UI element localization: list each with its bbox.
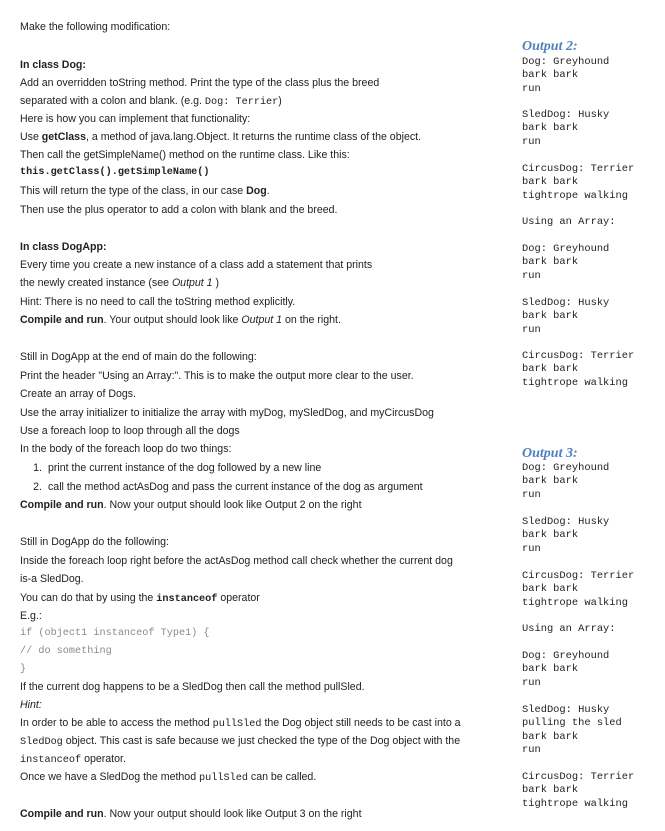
step3-line-3: is-a SledDog. <box>20 573 84 585</box>
dogapp-line-4: Compile and run. Your output should look like Output 1 on the right. <box>20 314 341 326</box>
step3-line-1: Still in DogApp do the following: <box>20 536 169 548</box>
step3-line-6: If the current dog happens to be a SledDog then call the method pullSled. <box>20 681 365 693</box>
dogapp-line-1: Every time you create a new instance of a class add a statement that prints <box>20 259 373 271</box>
output2-title: Output 2: <box>522 39 578 54</box>
step2-line-2: Print the header "Using an Array:". This is to make the output more clear to the user. <box>20 370 414 382</box>
step2-line-1: Still in DogApp at the end of main do the following: <box>20 351 257 363</box>
code-line-3: } <box>20 664 27 675</box>
step3-line-9: SledDog object. This cast is safe because we just checked the type of the Dog object with the <box>20 735 461 748</box>
getclass-code: this.getClass().getSimpleName() <box>20 167 210 178</box>
step2-line-3: Create an array of Dogs. <box>20 388 136 400</box>
output2-block-5: Dog: Greyhound bark bark run <box>522 243 610 282</box>
output3-block-7: CircusDog: Terrier bark bark tightrope walking <box>522 771 635 810</box>
dog-line-8: Then use the plus operator to add a colon with blank and the breed. <box>20 204 338 216</box>
output3-block-6: SledDog: Husky pulling the sled bark bark run <box>522 704 622 756</box>
hint-label: Hint: <box>20 699 42 711</box>
step3-line-11: Once we have a SledDog the method pullSled can be called. <box>20 771 317 784</box>
output2-block-6: SledDog: Husky bark bark run <box>522 297 610 336</box>
step2-line-7: Compile and run. Now your output should look like Output 2 on the right <box>20 499 362 511</box>
example-code: Dog: Terrier <box>204 97 279 108</box>
step3-line-12: Compile and run. Now your output should look like Output 3 on the right <box>20 808 362 820</box>
step2-list-item-1: 1. print the current instance of the dog followed by a new line <box>33 462 322 474</box>
output2-block-1: Dog: Greyhound bark bark run <box>522 56 610 95</box>
output2-block-2: SledDog: Husky bark bark run <box>522 109 610 148</box>
step2-line-5: Use a foreach loop to loop through all the dogs <box>20 425 240 437</box>
output3-block-2: SledDog: Husky bark bark run <box>522 516 610 555</box>
dog-line-5: Then call the getSimpleName() method on the runtime class. Like this: <box>20 149 350 161</box>
output2-block-3: CircusDog: Terrier bark bark tightrope walking <box>522 163 635 202</box>
dog-line-7: This will return the type of the class, in our case Dog. <box>20 185 270 197</box>
dogapp-heading: In class DogApp: <box>20 241 107 253</box>
step3-line-8: In order to be able to access the method pullSled the Dog object still needs to be cast into a <box>20 717 461 730</box>
output2-block-4: Using an Array: <box>522 216 616 228</box>
output2-block-7: CircusDog: Terrier bark bark tightrope walking <box>522 350 635 389</box>
step3-line-10: instanceof operator. <box>20 753 126 766</box>
step2-line-6: In the body of the foreach loop do two things: <box>20 443 232 455</box>
output3-block-4: Using an Array: <box>522 623 616 635</box>
intro-text: Make the following modification: <box>20 21 171 33</box>
dogapp-line-3: Hint: There is no need to call the toString method explicitly. <box>20 296 296 308</box>
code-line-2: // do something <box>20 646 112 657</box>
code-line-1: if (object1 instanceof Type1) { <box>20 628 210 639</box>
dog-line-3: Here is how you can implement that functionality: <box>20 113 251 125</box>
step3-line-5: E.g.: <box>20 610 42 622</box>
output3-title: Output 3: <box>522 446 578 461</box>
step2-list-item-2: 2. call the method actAsDog and pass the current instance of the dog as argument <box>33 481 423 493</box>
dog-line-1: Add an overridden toString method. Print the type of the class plus the breed <box>20 77 380 89</box>
output3-block-1: Dog: Greyhound bark bark run <box>522 462 610 501</box>
output3-block-3: CircusDog: Terrier bark bark tightrope walking <box>522 570 635 609</box>
dog-line-4: Use getClass, a method of java.lang.Object. It returns the runtime class of the object. <box>20 131 422 143</box>
dog-heading: In class Dog: <box>20 59 86 71</box>
step3-line-2: Inside the foreach loop right before the actAsDog method call check whether the current dog <box>20 555 453 567</box>
step2-line-4: Use the array initializer to initialize the array with myDog, mySledDog, and myCircusDog <box>20 407 434 419</box>
output3-block-5: Dog: Greyhound bark bark run <box>522 650 610 689</box>
step3-line-4: You can do that by using the instanceof operator <box>20 592 260 605</box>
dog-line-2: separated with a colon and blank. (e.g. Dog: Terrier) <box>20 95 282 108</box>
dogapp-line-2: the newly created instance (see Output 1 ) <box>20 277 220 289</box>
